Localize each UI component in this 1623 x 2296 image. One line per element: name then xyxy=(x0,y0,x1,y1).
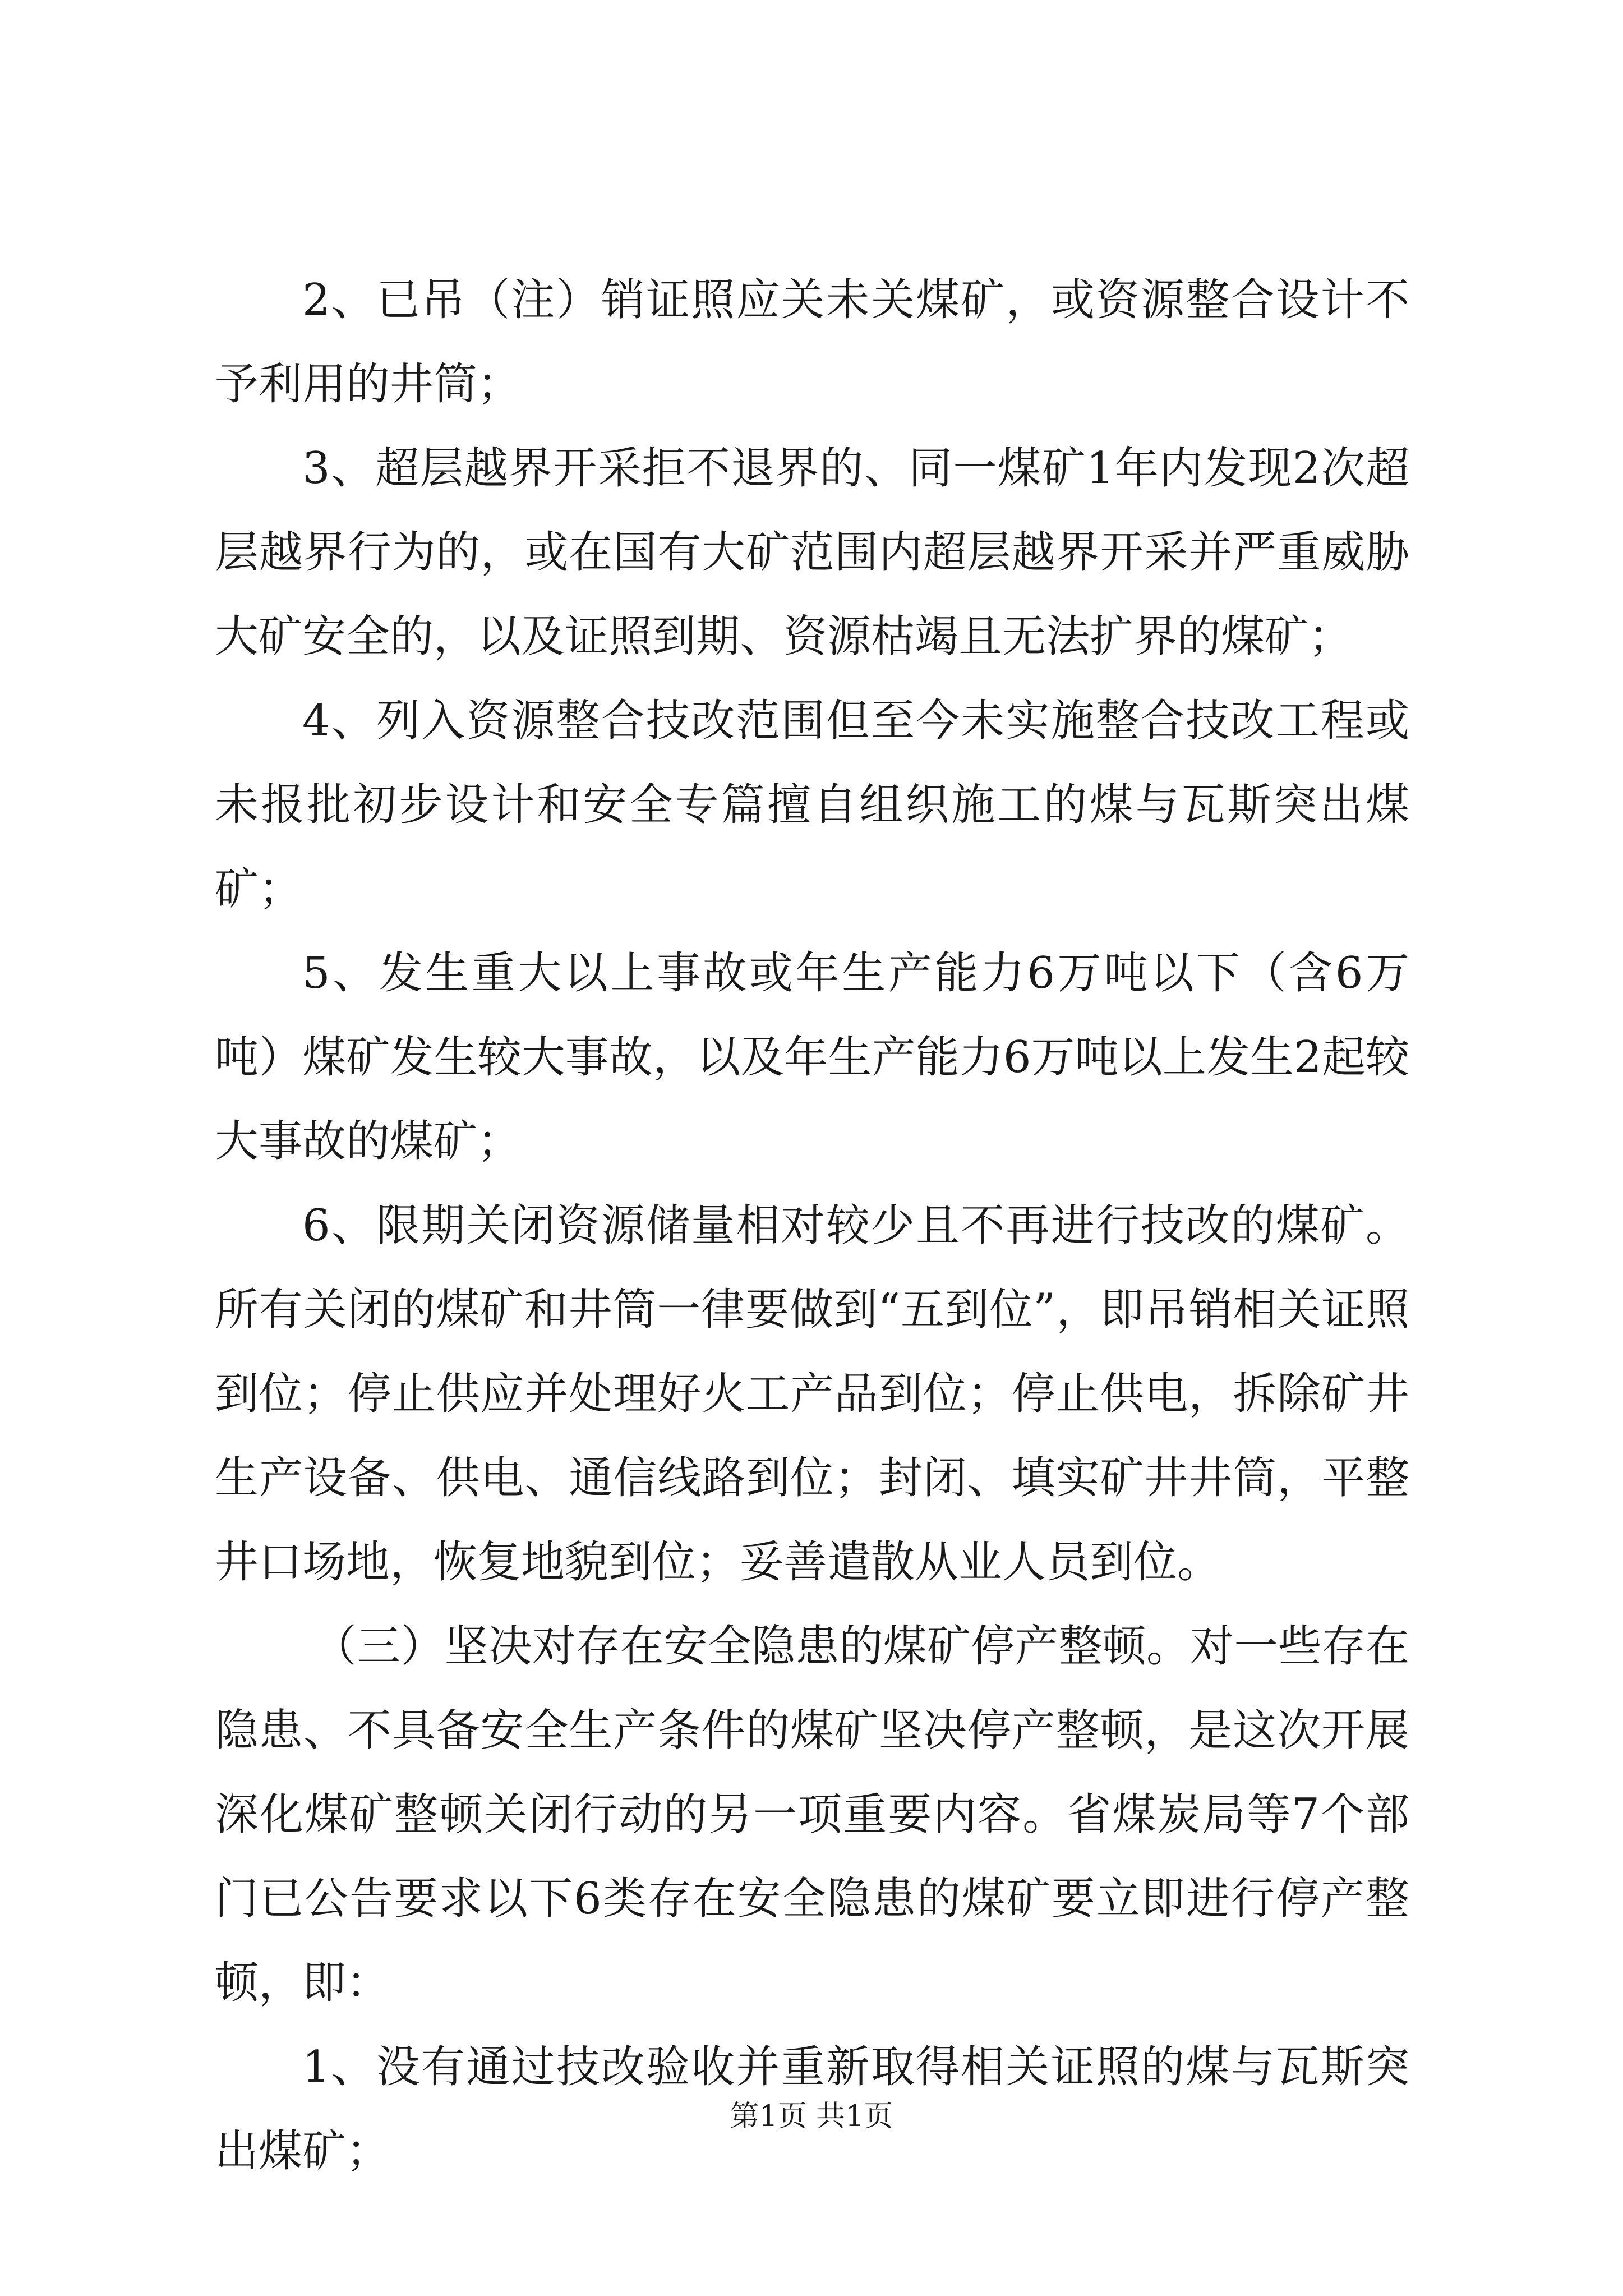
page-footer xyxy=(0,2097,1623,2136)
paragraph-item-4: 4、列入资源整合技改范围但至今未实施整合技改工程或未报批初步设计和安全专篇擅自组织施工的煤与瓦斯突出煤矿； xyxy=(215,696,1409,914)
paragraph-item-6: 6、限期关闭资源储量相对较少且不再进行技改的煤矿。所有关闭的煤矿和井筒一律要做到“五到位”，即吊销相关证照到位；停止供应并处理好火工产品到位；停止供电，拆除矿井生产设备、供电、通信线路到位；封闭、填实矿井井筒，平整井口场地，恢复地貌到位；妥善遣散从业人员到位。 xyxy=(215,1200,1409,1588)
paragraph-item-1: 1、没有通过技改验收并重新取得相关证照的煤与瓦斯突出煤矿； xyxy=(215,2042,1409,2177)
paragraph-section-3: （三）坚决对存在安全隐患的煤矿停产整顿。对一些存在隐患、不具备安全生产条件的煤矿坚决停产整顿，是这次开展深化煤矿整顿关闭行动的另一项重要内容。省煤炭局等7个部门已公告要求以下6类存在安全隐患的煤矿要立即进行停产整顿，即： xyxy=(215,1621,1409,2008)
paragraph-item-3: 3、超层越界开采拒不退界的、同一煤矿1年内发现2次超层越界行为的，或在国有大矿范围内超层越界开采并严重威胁大矿安全的，以及证照到期、资源枯竭且无法扩界的煤矿； xyxy=(215,443,1409,662)
document-body xyxy=(215,258,1409,2193)
paragraph-item-5: 5、发生重大以上事故或年生产能力6万吨以下（含6万吨）煤矿发生较大事故，以及年生产能力6万吨以上发生2起较大事故的煤矿； xyxy=(215,948,1409,1167)
page-number-label: 第1页 共1页 xyxy=(730,2100,893,2133)
paragraph-item-2: 2、已吊（注）销证照应关未关煤矿，或资源整合设计不予利用的井筒； xyxy=(215,275,1409,409)
